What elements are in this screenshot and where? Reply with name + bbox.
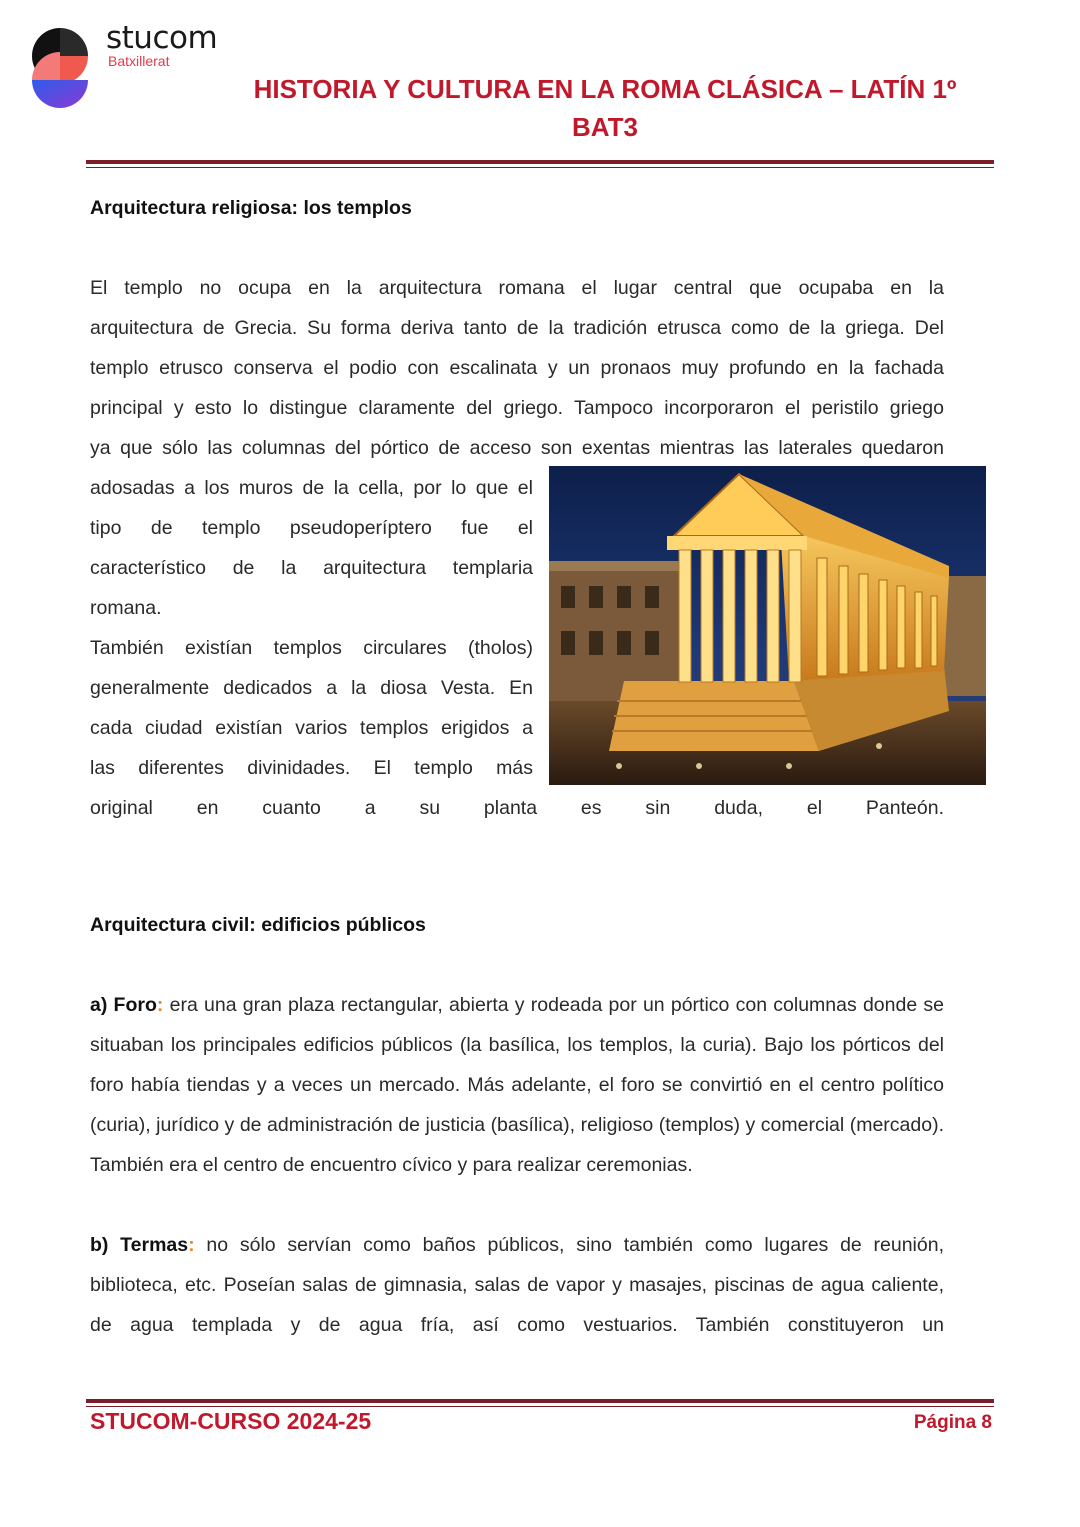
termas-text: no sólo servían como baños públicos, sino también como lugares de reunión, biblioteca, etc. Poseían salas de gimnasia, salas de vapor y masajes, piscinas de agua caliente, de agua templada y de agua fría, así como vestuarios. También constituyeron un xyxy=(90,1234,945,1336)
foro-label: a) Foro xyxy=(90,994,157,1016)
footer-rule-thick xyxy=(86,1399,994,1403)
colon-mark: : xyxy=(188,1234,195,1256)
text-line: El templo no ocupa en la arquitectura romana el lugar central que ocupaba en la xyxy=(90,277,944,299)
text-line: principal y esto lo distingue claramente del griego. Tampoco incorporaron el peristilo griego xyxy=(90,397,944,419)
brand-subtitle: Batxillerat xyxy=(108,53,170,69)
text-line: templo etrusco conserva el podio con escalinata y un pronaos muy profundo en la fachada xyxy=(90,357,944,379)
text-line: arquitectura de Grecia. Su forma deriva tanto de la tradición etrusca como de la griega. Del xyxy=(90,317,944,339)
title-line-1: HISTORIA Y CULTURA EN LA ROMA CLÁSICA – LATÍN 1º xyxy=(253,74,957,104)
text-line: romana. xyxy=(90,597,162,619)
paragraph-foro xyxy=(90,985,944,1185)
section-heading: Arquitectura religiosa: los templos xyxy=(90,197,412,219)
foro-text: era una gran plaza rectangular, abierta y rodeada por un pórtico con columnas donde se situaban los principales edificios públicos (la basílica, los templos, la curia). Bajo los pórticos del foro había tiendas y a veces un mercado. Más adelante, el foro se convirtió en el centro político (curia), jurídico y de administración de justicia (basílica), religioso (templos) y comercial (mercado). También era el centro de encuentro cívico y para realizar ceremonias. xyxy=(90,994,944,1176)
text-line: característico de la arquitectura templaria xyxy=(90,557,533,579)
colon-mark: : xyxy=(156,994,164,1016)
text-line: adosadas a los muros de la cella, por lo que el xyxy=(90,477,533,499)
footer-course: STUCOM-CURSO 2024-25 xyxy=(90,1408,372,1434)
text-line: También existían templos circulares (tholos) xyxy=(90,637,533,659)
stucom-logo xyxy=(30,26,90,110)
brand-name: stucom xyxy=(106,20,218,56)
text-line: ya que sólo las columnas del pórtico de acceso son exentas mientras las laterales quedaron xyxy=(90,437,944,459)
page-number: Página 8 xyxy=(913,1412,992,1433)
text-line: original en cuanto a su planta es sin duda, el Panteón. xyxy=(90,797,944,819)
temple-photo xyxy=(549,466,986,785)
text-line: cada ciudad existían varios templos erigidos a xyxy=(90,717,533,739)
text-line: las diferentes divinidades. El templo más xyxy=(90,757,533,779)
paragraph-termas xyxy=(90,1225,944,1345)
header-rule-thin xyxy=(86,167,994,168)
header-rule-thick xyxy=(86,160,994,164)
title-line-2: BAT3 xyxy=(572,112,638,142)
document-title xyxy=(230,70,980,146)
text-line: tipo de templo pseudoperíptero fue el xyxy=(90,517,533,539)
footer-rule-thin xyxy=(86,1406,994,1407)
termas-label: b) Termas xyxy=(90,1234,189,1256)
section-heading: Arquitectura civil: edificios públicos xyxy=(90,914,426,936)
section-civil xyxy=(90,905,944,1345)
text-line: generalmente dedicados a la diosa Vesta. En xyxy=(90,677,533,699)
